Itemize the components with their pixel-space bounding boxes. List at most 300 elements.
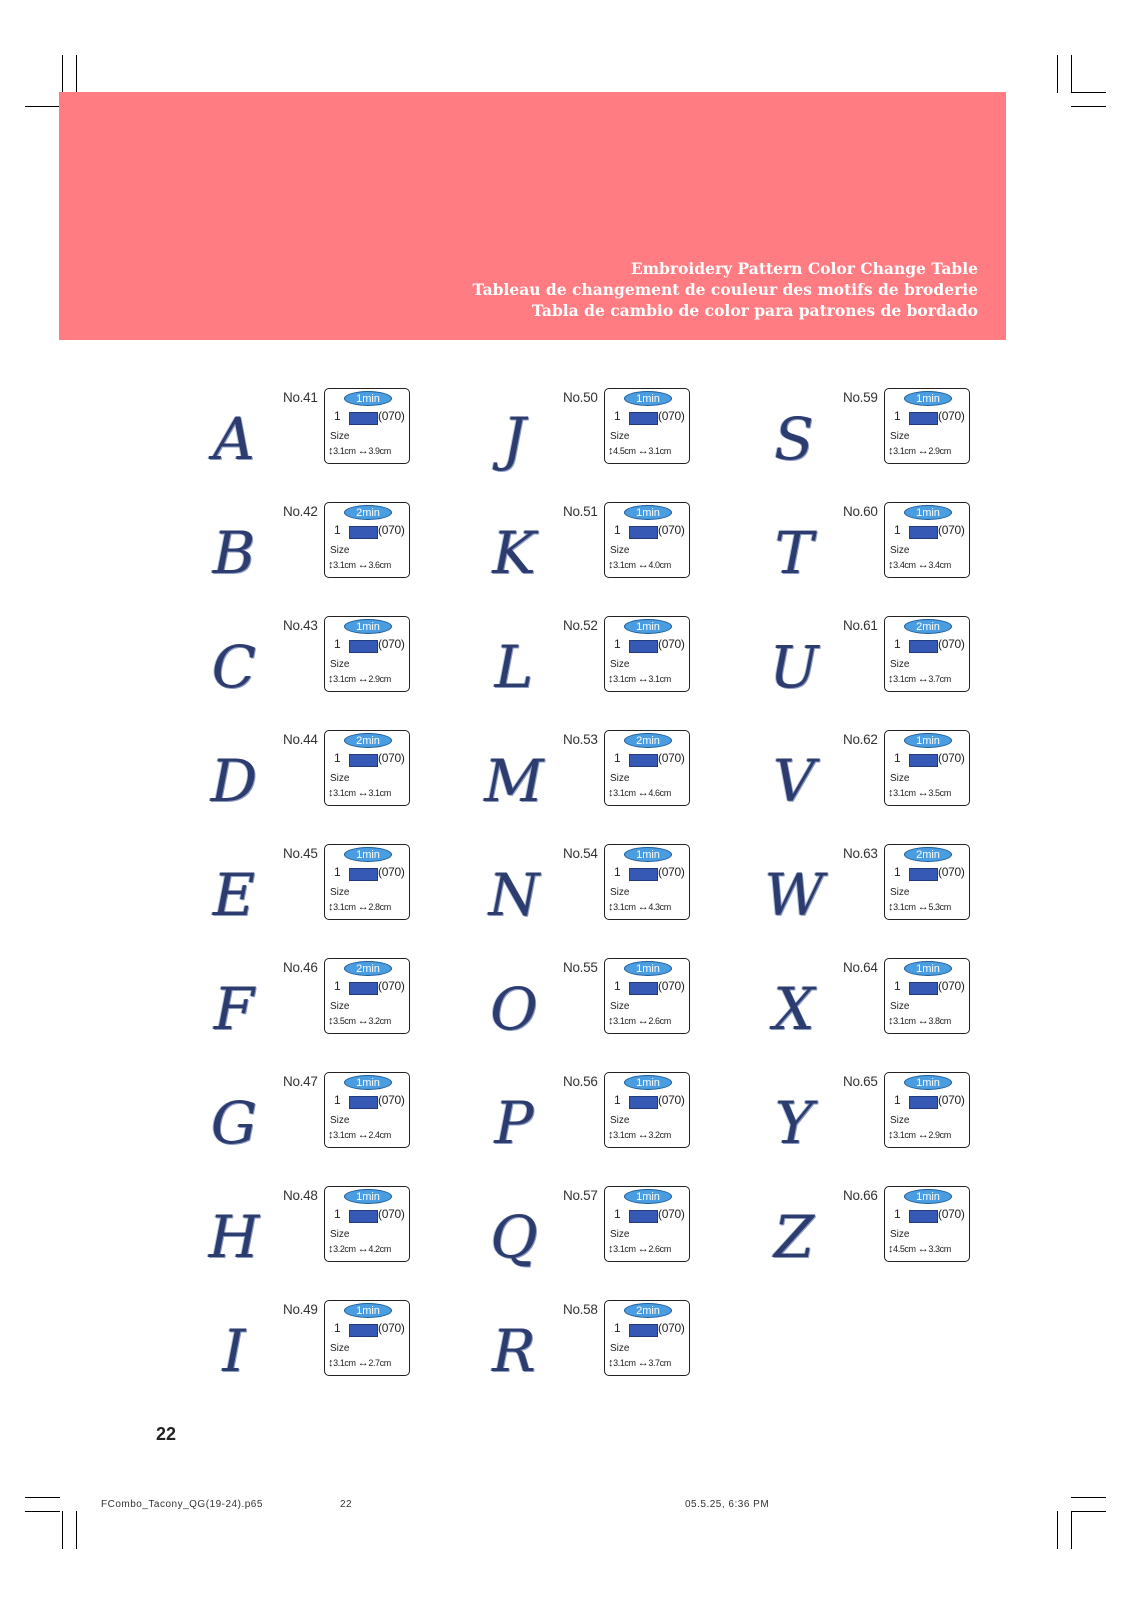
horizontal-arrow-icon: ↔ — [637, 1129, 649, 1141]
pattern-number: No.51 — [563, 504, 598, 519]
color-step-number: 1 — [894, 637, 901, 651]
monogram-letter: H — [208, 1203, 260, 1271]
horizontal-arrow-icon: ↔ — [917, 1129, 929, 1141]
color-step-number: 1 — [334, 409, 341, 423]
vertical-arrow-icon: ↕ — [888, 445, 894, 457]
pattern-dimensions — [328, 787, 391, 799]
sewing-time-badge: 1min — [624, 1075, 672, 1090]
pattern-height: 4.5cm — [893, 1244, 916, 1254]
horizontal-arrow-icon: ↔ — [637, 787, 649, 799]
title-spanish: Tabla de cambio de color para patrones de bordado — [531, 301, 978, 320]
thread-color-swatch — [629, 640, 658, 653]
pattern-dimensions — [608, 1357, 671, 1369]
size-label: Size — [330, 1001, 350, 1012]
pattern-height: 3.1cm — [333, 446, 356, 456]
crop-mark — [1071, 1497, 1106, 1498]
pattern-number: No.59 — [843, 390, 878, 405]
pattern-info-box — [604, 1300, 690, 1376]
color-step-number: 1 — [334, 1207, 341, 1221]
pattern-info-box — [324, 1300, 410, 1376]
pattern-dimensions — [328, 1129, 391, 1141]
footer-page: 22 — [340, 1499, 353, 1510]
thread-color-code: (070) — [378, 1207, 405, 1221]
vertical-arrow-icon: ↕ — [328, 1129, 334, 1141]
thread-color-swatch — [629, 754, 658, 767]
pattern-entry — [475, 960, 745, 1050]
pattern-dimensions — [888, 1129, 951, 1141]
sewing-time-badge: 1min — [344, 619, 392, 634]
crop-mark — [1071, 1511, 1072, 1549]
thread-color-swatch — [909, 754, 938, 767]
pattern-width: 3.8cm — [928, 1016, 951, 1026]
crop-mark — [62, 55, 63, 93]
vertical-arrow-icon: ↕ — [608, 559, 614, 571]
horizontal-arrow-icon: ↔ — [637, 445, 649, 457]
size-label: Size — [330, 1343, 350, 1354]
pattern-entry — [475, 1074, 745, 1164]
pattern-width: 3.1cm — [648, 674, 671, 684]
thread-color-code: (070) — [378, 409, 405, 423]
horizontal-arrow-icon: ↔ — [917, 1243, 929, 1255]
sewing-time-badge: 1min — [624, 505, 672, 520]
crop-mark — [1071, 1511, 1106, 1512]
color-step-number: 1 — [614, 409, 621, 423]
pattern-height: 3.1cm — [613, 1358, 636, 1368]
size-label: Size — [610, 1115, 630, 1126]
thread-color-code: (070) — [378, 1321, 405, 1335]
horizontal-arrow-icon: ↔ — [917, 1015, 929, 1027]
thread-color-code: (070) — [938, 979, 965, 993]
size-label: Size — [890, 431, 910, 442]
pattern-entry — [195, 618, 465, 708]
pattern-width: 3.7cm — [648, 1358, 671, 1368]
pattern-entry — [475, 846, 745, 936]
color-step-number: 1 — [334, 523, 341, 537]
pattern-width: 3.1cm — [368, 788, 391, 798]
thread-color-code: (070) — [378, 751, 405, 765]
thread-color-swatch — [349, 1096, 378, 1109]
sewing-time-badge: 1min — [624, 1189, 672, 1204]
thread-color-code: (070) — [938, 1093, 965, 1107]
pattern-info-box — [324, 958, 410, 1034]
pattern-entry — [195, 1074, 465, 1164]
color-step-number: 1 — [334, 751, 341, 765]
color-step-number: 1 — [334, 1093, 341, 1107]
thread-color-code: (070) — [938, 865, 965, 879]
crop-mark — [1057, 55, 1058, 93]
monogram-letter: Z — [773, 1203, 815, 1271]
monogram-letter: M — [484, 747, 544, 815]
thread-color-swatch — [349, 640, 378, 653]
horizontal-arrow-icon: ↔ — [637, 1015, 649, 1027]
crop-mark — [1071, 106, 1106, 107]
pattern-number: No.46 — [283, 960, 318, 975]
pattern-entry — [195, 390, 465, 480]
pattern-info-box — [324, 1186, 410, 1262]
horizontal-arrow-icon: ↔ — [357, 1357, 369, 1369]
pattern-height: 3.1cm — [333, 902, 356, 912]
sewing-time-badge: 2min — [344, 961, 392, 976]
monogram-letter: E — [212, 861, 256, 929]
pattern-dimensions — [328, 901, 391, 913]
horizontal-arrow-icon: ↔ — [637, 1243, 649, 1255]
pattern-dimensions — [608, 673, 671, 685]
thread-color-swatch — [629, 412, 658, 425]
vertical-arrow-icon: ↕ — [608, 673, 614, 685]
size-label: Size — [890, 773, 910, 784]
crop-mark — [76, 55, 77, 93]
pattern-height: 3.1cm — [893, 1016, 916, 1026]
monogram-letter: O — [490, 975, 538, 1043]
size-label: Size — [890, 659, 910, 670]
thread-color-swatch — [629, 982, 658, 995]
vertical-arrow-icon: ↕ — [608, 787, 614, 799]
vertical-arrow-icon: ↕ — [608, 1357, 614, 1369]
sewing-time-badge: 1min — [624, 847, 672, 862]
pattern-number: No.48 — [283, 1188, 318, 1203]
pattern-height: 3.1cm — [893, 674, 916, 684]
horizontal-arrow-icon: ↔ — [917, 787, 929, 799]
pattern-height: 3.1cm — [893, 902, 916, 912]
pattern-number: No.47 — [283, 1074, 318, 1089]
monogram-letter: P — [494, 1089, 534, 1157]
pattern-entry — [755, 1074, 1025, 1164]
thread-color-code: (070) — [938, 409, 965, 423]
crop-mark — [76, 1511, 77, 1549]
horizontal-arrow-icon: ↔ — [917, 445, 929, 457]
vertical-arrow-icon: ↕ — [328, 1015, 334, 1027]
vertical-arrow-icon: ↕ — [608, 1129, 614, 1141]
pattern-number: No.44 — [283, 732, 318, 747]
pattern-info-box — [604, 958, 690, 1034]
pattern-number: No.43 — [283, 618, 318, 633]
monogram-letter: X — [773, 975, 815, 1043]
thread-color-swatch — [349, 754, 378, 767]
size-label: Size — [330, 1115, 350, 1126]
thread-color-swatch — [909, 868, 938, 881]
pattern-entry — [755, 1188, 1025, 1278]
horizontal-arrow-icon: ↔ — [637, 901, 649, 913]
pattern-number: No.52 — [563, 618, 598, 633]
color-step-number: 1 — [894, 865, 901, 879]
pattern-height: 3.1cm — [613, 1016, 636, 1026]
pattern-dimensions — [888, 445, 951, 457]
pattern-width: 4.0cm — [648, 560, 671, 570]
pattern-dimensions — [888, 1243, 951, 1255]
crop-mark — [25, 1497, 60, 1498]
crop-mark — [1071, 55, 1072, 93]
vertical-arrow-icon: ↕ — [328, 445, 334, 457]
horizontal-arrow-icon: ↔ — [357, 901, 369, 913]
monogram-letter: U — [769, 633, 819, 701]
color-step-number: 1 — [894, 1207, 901, 1221]
pattern-width: 2.4cm — [368, 1130, 391, 1140]
pattern-width: 3.6cm — [368, 560, 391, 570]
pattern-number: No.49 — [283, 1302, 318, 1317]
size-label: Size — [610, 659, 630, 670]
sewing-time-badge: 2min — [344, 733, 392, 748]
pattern-number: No.45 — [283, 846, 318, 861]
pattern-width: 5.3cm — [928, 902, 951, 912]
color-step-number: 1 — [614, 1207, 621, 1221]
crop-mark — [1057, 1511, 1058, 1549]
thread-color-swatch — [909, 526, 938, 539]
pattern-info-box — [604, 844, 690, 920]
horizontal-arrow-icon: ↔ — [357, 1129, 369, 1141]
pattern-number: No.56 — [563, 1074, 598, 1089]
sewing-time-badge: 2min — [624, 1303, 672, 1318]
pattern-height: 3.5cm — [333, 1016, 356, 1026]
pattern-info-box — [884, 844, 970, 920]
horizontal-arrow-icon: ↔ — [357, 1015, 369, 1027]
vertical-arrow-icon: ↕ — [328, 1243, 334, 1255]
pattern-entry — [475, 732, 745, 822]
horizontal-arrow-icon: ↔ — [357, 673, 369, 685]
monogram-letter: B — [212, 519, 256, 587]
thread-color-swatch — [349, 1324, 378, 1337]
sewing-time-badge: 1min — [344, 391, 392, 406]
pattern-height: 3.1cm — [333, 788, 356, 798]
monogram-letter: V — [773, 747, 815, 815]
pattern-number: No.61 — [843, 618, 878, 633]
vertical-arrow-icon: ↕ — [888, 1015, 894, 1027]
vertical-arrow-icon: ↕ — [608, 1015, 614, 1027]
size-label: Size — [610, 1001, 630, 1012]
sewing-time-badge: 1min — [904, 733, 952, 748]
sewing-time-badge: 1min — [624, 619, 672, 634]
pattern-entry — [475, 1302, 745, 1392]
pattern-height: 3.1cm — [893, 446, 916, 456]
pattern-width: 4.6cm — [648, 788, 671, 798]
sewing-time-badge: 1min — [904, 1075, 952, 1090]
pattern-width: 2.9cm — [368, 674, 391, 684]
pattern-width: 3.2cm — [368, 1016, 391, 1026]
sewing-time-badge: 1min — [904, 961, 952, 976]
pattern-dimensions — [608, 559, 671, 571]
pattern-width: 4.2cm — [368, 1244, 391, 1254]
sewing-time-badge: 1min — [904, 505, 952, 520]
pattern-entry — [195, 1302, 465, 1392]
pattern-info-box — [604, 388, 690, 464]
sewing-time-badge: 1min — [344, 1189, 392, 1204]
pattern-width: 3.7cm — [928, 674, 951, 684]
thread-color-swatch — [629, 526, 658, 539]
thread-color-code: (070) — [658, 409, 685, 423]
size-label: Size — [890, 545, 910, 556]
monogram-letter: F — [213, 975, 255, 1043]
pattern-height: 3.4cm — [893, 560, 916, 570]
sewing-time-badge: 2min — [904, 619, 952, 634]
sewing-time-badge: 1min — [904, 1189, 952, 1204]
monogram-letter: C — [211, 633, 257, 701]
header-titles — [473, 258, 978, 321]
pattern-width: 3.2cm — [648, 1130, 671, 1140]
pattern-number: No.58 — [563, 1302, 598, 1317]
horizontal-arrow-icon: ↔ — [917, 901, 929, 913]
color-step-number: 1 — [614, 637, 621, 651]
pattern-dimensions — [888, 787, 951, 799]
pattern-width: 3.5cm — [928, 788, 951, 798]
color-step-number: 1 — [894, 523, 901, 537]
pattern-width: 2.6cm — [648, 1016, 671, 1026]
size-label: Size — [610, 431, 630, 442]
color-step-number: 1 — [614, 865, 621, 879]
pattern-info-box — [324, 730, 410, 806]
pattern-info-box — [324, 616, 410, 692]
thread-color-code: (070) — [938, 523, 965, 537]
pattern-entry — [755, 618, 1025, 708]
pattern-info-box — [604, 730, 690, 806]
color-step-number: 1 — [614, 1321, 621, 1335]
pattern-height: 3.1cm — [613, 1130, 636, 1140]
pattern-width: 3.3cm — [928, 1244, 951, 1254]
pattern-width: 3.4cm — [928, 560, 951, 570]
pattern-width: 2.8cm — [368, 902, 391, 912]
vertical-arrow-icon: ↕ — [888, 901, 894, 913]
monogram-letter: L — [494, 633, 534, 701]
horizontal-arrow-icon: ↔ — [357, 787, 369, 799]
horizontal-arrow-icon: ↔ — [917, 673, 929, 685]
thread-color-swatch — [629, 1324, 658, 1337]
pattern-info-box — [324, 388, 410, 464]
pattern-number: No.66 — [843, 1188, 878, 1203]
pattern-entry — [195, 504, 465, 594]
monogram-letter: K — [492, 519, 536, 587]
pattern-number: No.63 — [843, 846, 878, 861]
vertical-arrow-icon: ↕ — [328, 559, 334, 571]
thread-color-swatch — [909, 640, 938, 653]
pattern-info-box — [604, 616, 690, 692]
pattern-height: 3.2cm — [333, 1244, 356, 1254]
monogram-letter: A — [213, 405, 255, 473]
thread-color-swatch — [349, 1210, 378, 1223]
horizontal-arrow-icon: ↔ — [637, 559, 649, 571]
vertical-arrow-icon: ↕ — [328, 787, 334, 799]
sewing-time-badge: 2min — [624, 733, 672, 748]
thread-color-code: (070) — [378, 1093, 405, 1107]
crop-mark — [1071, 92, 1106, 93]
pattern-height: 3.1cm — [613, 1244, 636, 1254]
color-step-number: 1 — [334, 637, 341, 651]
pattern-height: 3.1cm — [893, 788, 916, 798]
sewing-time-badge: 2min — [904, 847, 952, 862]
pattern-dimensions — [608, 445, 671, 457]
pattern-width: 4.3cm — [648, 902, 671, 912]
pattern-dimensions — [328, 1015, 391, 1027]
thread-color-code: (070) — [378, 865, 405, 879]
header-banner — [59, 92, 1006, 340]
pattern-info-box — [884, 502, 970, 578]
pattern-number: No.57 — [563, 1188, 598, 1203]
size-label: Size — [330, 773, 350, 784]
thread-color-code: (070) — [378, 523, 405, 537]
color-step-number: 1 — [894, 751, 901, 765]
pattern-entry — [755, 846, 1025, 936]
pattern-height: 4.5cm — [613, 446, 636, 456]
crop-mark — [62, 1511, 63, 1549]
horizontal-arrow-icon: ↔ — [637, 1357, 649, 1369]
pattern-dimensions — [608, 1243, 671, 1255]
pattern-number: No.50 — [563, 390, 598, 405]
pattern-info-box — [604, 1072, 690, 1148]
color-step-number: 1 — [614, 1093, 621, 1107]
size-label: Size — [610, 545, 630, 556]
sewing-time-badge: 1min — [344, 847, 392, 862]
size-label: Size — [330, 1229, 350, 1240]
thread-color-code: (070) — [378, 979, 405, 993]
size-label: Size — [610, 1343, 630, 1354]
size-label: Size — [890, 1115, 910, 1126]
pattern-width: 2.9cm — [928, 446, 951, 456]
pattern-info-box — [324, 844, 410, 920]
color-step-number: 1 — [614, 751, 621, 765]
pattern-entry — [195, 732, 465, 822]
pattern-height: 3.1cm — [333, 1358, 356, 1368]
vertical-arrow-icon: ↕ — [608, 445, 614, 457]
pattern-dimensions — [888, 559, 951, 571]
pattern-number: No.53 — [563, 732, 598, 747]
pattern-width: 2.6cm — [648, 1244, 671, 1254]
pattern-height: 3.1cm — [613, 560, 636, 570]
pattern-info-box — [324, 1072, 410, 1148]
pattern-width: 2.9cm — [928, 1130, 951, 1140]
pattern-height: 3.1cm — [333, 1130, 356, 1140]
sewing-time-badge: 1min — [624, 391, 672, 406]
thread-color-swatch — [909, 412, 938, 425]
color-step-number: 1 — [334, 865, 341, 879]
pattern-info-box — [884, 958, 970, 1034]
thread-color-code: (070) — [658, 637, 685, 651]
thread-color-swatch — [909, 982, 938, 995]
footer-date: 05.5.25, 6:36 PM — [685, 1499, 770, 1510]
thread-color-code: (070) — [938, 1207, 965, 1221]
title-french: Tableau de changement de couleur des motifs de broderie — [472, 280, 978, 299]
thread-color-code: (070) — [378, 637, 405, 651]
vertical-arrow-icon: ↕ — [328, 673, 334, 685]
thread-color-code: (070) — [658, 979, 685, 993]
size-label: Size — [330, 431, 350, 442]
sewing-time-badge: 2min — [344, 505, 392, 520]
pattern-number: No.54 — [563, 846, 598, 861]
monogram-letter: T — [774, 519, 814, 587]
pattern-info-box — [884, 1186, 970, 1262]
pattern-number: No.55 — [563, 960, 598, 975]
pattern-dimensions — [608, 1129, 671, 1141]
monogram-letter: R — [492, 1317, 536, 1385]
sewing-time-badge: 1min — [904, 391, 952, 406]
size-label: Size — [890, 887, 910, 898]
size-label: Size — [890, 1229, 910, 1240]
pattern-entry — [475, 618, 745, 708]
size-label: Size — [890, 1001, 910, 1012]
sewing-time-badge: 1min — [344, 1075, 392, 1090]
thread-color-swatch — [629, 1096, 658, 1109]
vertical-arrow-icon: ↕ — [888, 787, 894, 799]
pattern-height: 3.1cm — [333, 560, 356, 570]
size-label: Size — [610, 1229, 630, 1240]
color-step-number: 1 — [334, 979, 341, 993]
pattern-number: No.62 — [843, 732, 878, 747]
pattern-entry — [475, 1188, 745, 1278]
pattern-entry — [755, 504, 1025, 594]
crop-mark — [25, 106, 60, 107]
pattern-width: 2.7cm — [368, 1358, 391, 1368]
monogram-letter: N — [488, 861, 540, 929]
pattern-entry — [475, 390, 745, 480]
monogram-letter: W — [764, 861, 824, 929]
thread-color-code: (070) — [658, 1093, 685, 1107]
monogram-letter: Q — [490, 1203, 538, 1271]
